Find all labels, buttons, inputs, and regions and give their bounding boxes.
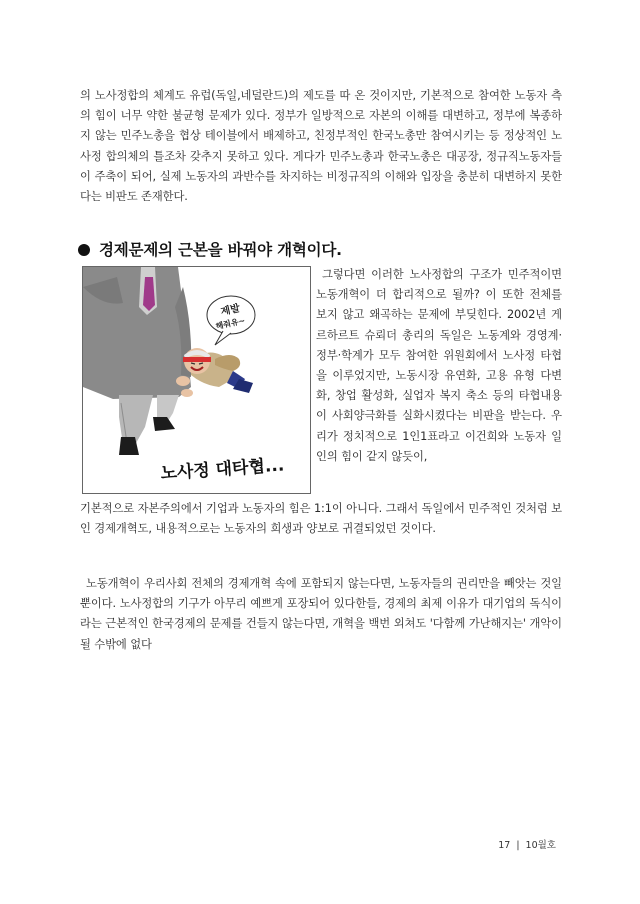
cartoon-illustration (82, 266, 311, 494)
cartoon-caption: 노사정 대타협... (159, 455, 285, 484)
page-footer (498, 837, 556, 851)
bullet-icon (78, 244, 90, 256)
paragraph-wrapped: 그렇다면 이러한 노사정합의 구조가 민주적이면 노동개혁이 더 합리적으로 될까? 이 또한 전체를 보지 않고 왜곡하는 문제에 부딪힌다. 2002년 게르하르트 슈뢰더 총리의 독일은 노동계와 경영계·정부·학계가 모두 참여한 위원회에서 노사정 타협을 이루었지만, 노동시장 유연화, 고용 유형 다변화, 창업 활성화, 실업자 복지 축소 등의 타협내용이 사회양극화를 실화시켰다는 비판을 받는다. 우리가 정치적으로 1인1표라고 이건희와 노동자 일인의 힘이 같지 않듯이, (316, 268, 562, 463)
paragraph-conclusion: 노동개혁이 우리사회 전체의 경제개혁 속에 포함되지 않는다면, 노동자들의 권리만을 빼앗는 것일 뿐이다. 노사정합의 기구가 아무리 예쁘게 포장되어 있다한들, 경제의 최제 이유가 대기업의 독식이라는 근본적인 한국경제의 문제를 건들지 않는다면, 개혁을 백번 외쳐도 '다함께 가난해지는' 개악이 될 수밖에 없다 (80, 577, 562, 651)
speech-line-1: 제발 (219, 303, 242, 318)
page-number: 17 (498, 840, 511, 851)
speech-line-2: 해줘유~ (214, 316, 247, 332)
section-heading-text: 경제문제의 근본을 바꿔야 개혁이다. (99, 241, 342, 259)
footer-separator: | (516, 840, 520, 851)
issue-label: 10월호 (525, 840, 556, 851)
paragraph-wrapped-continued: 기본적으로 자본주의에서 기업과 노동자의 힘은 1:1이 아니다. 그래서 독일에서 민주적인 것처럼 보인 경제개혁도, 내용적으로는 노동자의 희생과 양보로 귀결되었던 것이다. (80, 502, 562, 536)
section-heading (78, 238, 342, 260)
paragraph-intro: 의 노사정합의 체계도 유럽(독일,네덜란드)의 제도를 따 온 것이지만, 기본적으로 참여한 노동자 측의 힘이 너무 약한 불균형 문제가 있다. 정부가 일방적으로 자본의 이해를 대변하고, 정부에 복종하지 않는 민주노총을 협상 테이블에서 배제하고, 친정부적인 한국노총만 참여시키는 등 정상적인 노사정 합의체의 틀조차 갖추지 못하고 있다. 게다가 민주노총과 한국노총은 대공장, 정규직노동자들이 주축이 되어, 실제 노동자의 과반수를 차지하는 비정규직의 이해와 입장을 충분히 대변하지 못한다는 비판도 존재한다. (80, 89, 562, 204)
